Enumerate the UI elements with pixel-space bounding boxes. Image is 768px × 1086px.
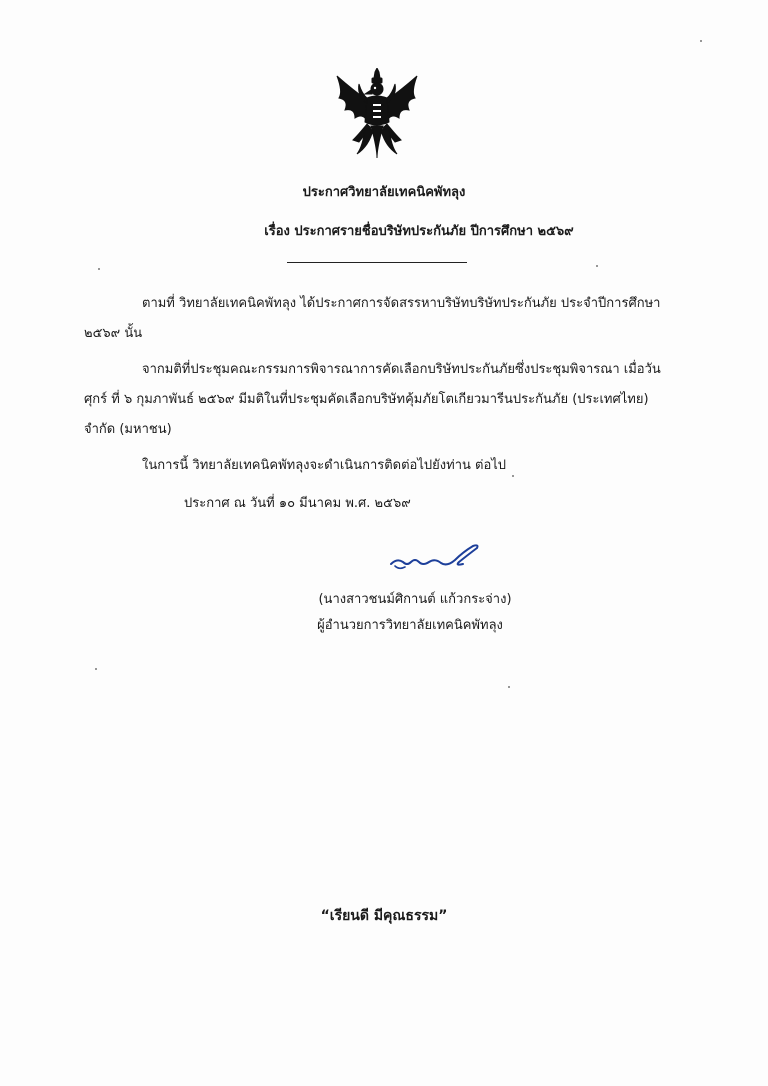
paragraph-2-text: จากมติที่ประชุมคณะกรรมการพิจารณาการคัดเลือกบริษัทประกันภัยซึ่งประชุมพิจารณา เมื่อวันศุกร์ ที่ ๖ กุมภาพันธ์ ๒๕๖๙ มีมติในที่ประชุมคัดเลือกบริษัทคุ้มภัยโตเกียวมารีนประกันภัย (ประเทศไทย) จำกัด (มหาชน) <box>84 362 661 437</box>
scan-speck <box>700 40 702 42</box>
scan-speck <box>596 265 598 267</box>
garuda-emblem-icon <box>329 68 425 160</box>
announcement-title: ประกาศวิทยาลัยเทคนิคพัทลุง <box>302 185 466 200</box>
scan-speck <box>95 668 97 670</box>
paragraph-3 <box>84 451 674 481</box>
announcement-date: ประกาศ ณ วันที่ ๑๐ มีนาคม พ.ศ. ๒๕๖๙ <box>184 496 411 511</box>
signer-name: (นางสาวชนม์ศิกานต์ แก้วกระจ่าง) <box>318 592 512 607</box>
handwritten-signature-icon <box>385 540 485 574</box>
paragraph-3-text: ในการนี้ วิทยาลัยเทคนิคพัทลุงจะดำเนินการติดต่อไปยังท่าน ต่อไป <box>142 458 507 473</box>
scan-speck <box>508 686 510 688</box>
paragraph-1-text: ตามที่ วิทยาลัยเทคนิคพัทลุง ได้ประกาศการจัดสรรหาบริษัทบริษัทประกันภัย ประจำปีการศึกษา ๒๕๖๙ นั้น <box>84 296 661 341</box>
scan-speck <box>98 268 100 270</box>
signer-position: ผู้อำนวยการวิทยาลัยเทคนิคพัทลุง <box>317 618 503 633</box>
college-motto: “เรียนดี มีคุณธรรม” <box>320 908 448 924</box>
title-divider <box>287 262 467 263</box>
announcement-subject: เรื่อง ประกาศรายชื่อบริษัทประกันภัย ปีการศึกษา ๒๕๖๙ <box>264 224 574 239</box>
paragraph-2 <box>84 355 674 445</box>
scan-speck <box>512 475 514 477</box>
paragraph-1 <box>84 289 674 349</box>
